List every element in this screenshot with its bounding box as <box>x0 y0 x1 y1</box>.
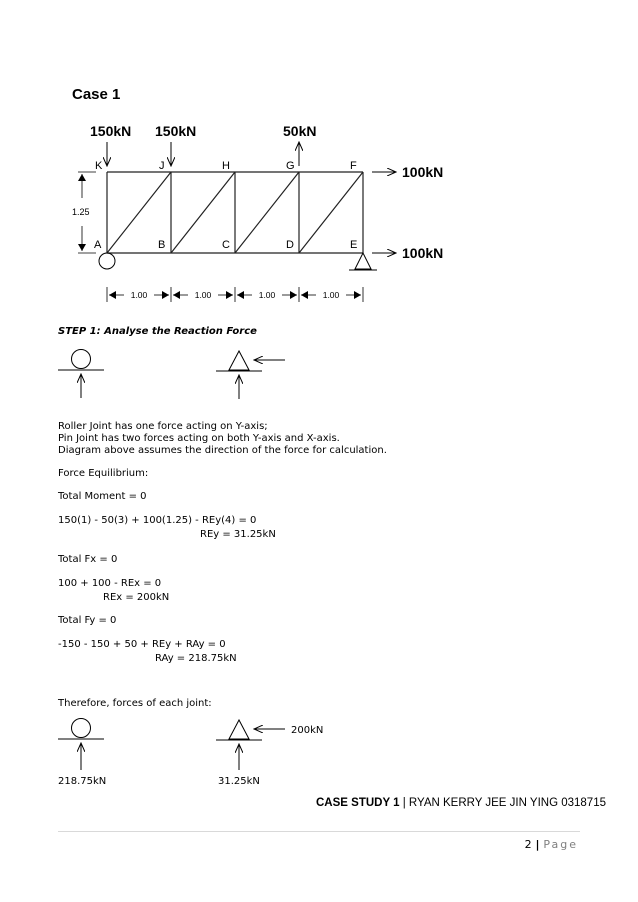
page-word: Page <box>543 838 578 851</box>
fx-title: Total Fx = 0 <box>58 554 118 565</box>
node-label-d: D <box>286 239 294 251</box>
node-label-h: H <box>222 160 230 172</box>
span-label-1: 1.00 <box>130 290 148 300</box>
page-number <box>525 838 578 851</box>
span-label-4: 1.00 <box>322 290 340 300</box>
moment-equation: 150(1) - 50(3) + 100(1.25) - REy(4) = 0 <box>58 515 257 526</box>
fy-equation: -150 - 150 + 50 + REy + RAy = 0 <box>58 639 226 650</box>
footer-rule <box>58 831 580 832</box>
node-label-k: K <box>95 160 103 172</box>
fx-result: REx = 200kN <box>103 592 170 603</box>
pin-symbol-final <box>216 720 285 770</box>
note-roller: Roller Joint has one force acting on Y-axis; <box>58 421 268 432</box>
author-name: RYAN KERRY JEE JIN YING 0318715 <box>408 797 606 809</box>
step1-title: STEP 1: Analyse the Reaction Force <box>58 326 257 337</box>
final-reaction-symbols <box>0 710 638 776</box>
therefore-text: Therefore, forces of each joint: <box>58 698 212 709</box>
moment-result: REy = 31.25kN <box>200 529 276 540</box>
truss-diagram <box>0 0 638 310</box>
result-pin-y: 31.25kN <box>218 776 260 787</box>
load-label-k: 150kN <box>90 123 132 139</box>
page-number-separator: | <box>531 838 544 851</box>
case-study-label: CASE STUDY 1 <box>316 797 400 809</box>
span-label-3: 1.00 <box>258 290 276 300</box>
fy-result: RAy = 218.75kN <box>155 653 237 664</box>
node-label-a: A <box>94 239 102 251</box>
truss-members <box>107 172 363 253</box>
assumed-reaction-symbols <box>0 340 638 410</box>
node-label-j: J <box>159 160 165 172</box>
page-number-value: 2 <box>524 838 532 851</box>
note-pin: Pin Joint has two forces acting on both Y-axis and X-axis. <box>58 433 340 444</box>
pin-support <box>349 253 377 270</box>
note-diagram: Diagram above assumes the direction of the force for calculation. <box>58 445 387 456</box>
load-label-g: 50kN <box>283 123 317 139</box>
node-label-e: E <box>350 239 358 251</box>
pin-symbol <box>216 351 285 399</box>
roller-symbol-final <box>58 719 104 771</box>
node-label-f: F <box>350 160 357 172</box>
equilibrium-heading: Force Equilibrium: <box>58 468 149 479</box>
node-label-g: G <box>286 160 295 172</box>
load-label-f: 100kN <box>402 164 444 180</box>
node-label-c: C <box>222 239 230 251</box>
result-roller-y: 218.75kN <box>58 776 107 787</box>
height-label: 1.25 <box>72 207 90 217</box>
node-label-b: B <box>158 239 166 251</box>
footer-separator: | <box>399 797 409 809</box>
load-label-j: 150kN <box>155 123 197 139</box>
moment-title: Total Moment = 0 <box>58 491 147 502</box>
load-label-e: 100kN <box>402 245 444 261</box>
case-title: Case 1 <box>72 86 121 103</box>
roller-support <box>99 253 115 269</box>
result-pin-x: 200kN <box>291 725 324 736</box>
span-label-2: 1.00 <box>194 290 212 300</box>
roller-symbol <box>58 350 104 399</box>
fy-title: Total Fy = 0 <box>58 615 117 626</box>
fx-equation: 100 + 100 - REx = 0 <box>58 578 162 589</box>
case-study-footer <box>316 797 606 809</box>
